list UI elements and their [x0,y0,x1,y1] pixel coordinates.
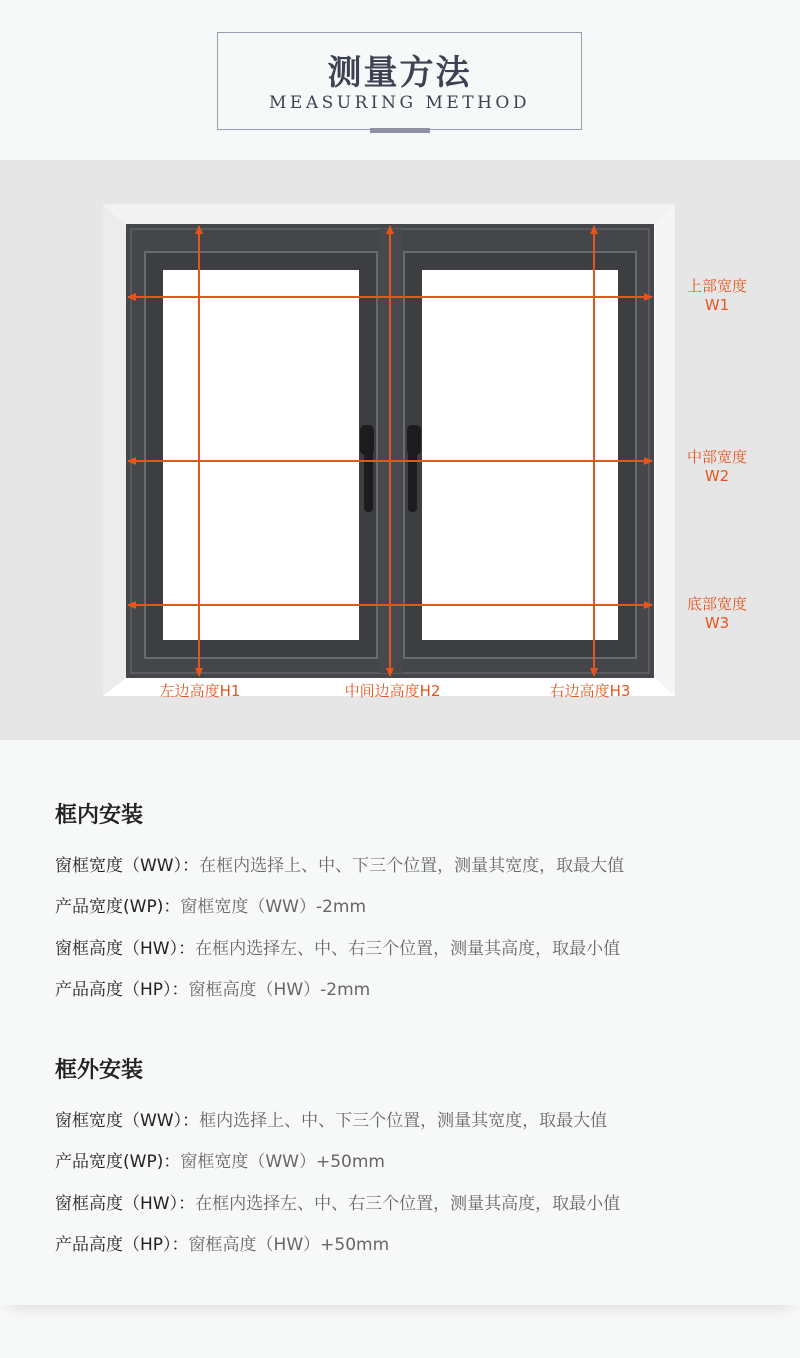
row-label: 产品高度（HP）： [55,1235,189,1255]
inside-row-window-width [55,851,624,876]
row-value: 窗框宽度（WW）+50mm [180,1152,385,1172]
row-value: 在框内选择上、中、下三个位置，测量其宽度，取最大值 [199,856,625,876]
row-label: 窗框高度（HW）： [55,939,196,959]
right-glass [422,270,618,640]
row-value: 窗框高度（HW）+50mm [188,1235,390,1255]
header-accent-bar [370,128,430,133]
width-label-w2-name: 中部宽度 [686,448,747,466]
inside-row-window-height [55,934,620,959]
left-glass [163,270,359,640]
inside-row-product-width [55,892,366,917]
instructions-panel [0,740,800,1305]
width-label-w3-code: W3 [704,614,730,632]
recess-left [103,204,126,696]
header-box [217,32,582,130]
row-label: 产品宽度(WP)： [55,897,181,917]
page-title: 测量方法 [327,53,472,93]
height-label-h2: 中间边高度H2 [344,682,441,700]
outside-row-window-height [55,1189,620,1214]
width-label-w2-code: W2 [704,467,730,485]
inside-row-product-height [55,975,370,1000]
outside-row-window-width [55,1106,607,1131]
recess-right [655,204,675,696]
row-label: 窗框高度（HW）： [55,1194,196,1214]
height-label-h3: 右边高度H3 [549,682,631,700]
section-title-inside-install: 框内安装 [55,803,144,828]
row-value: 窗框宽度（WW）-2mm [180,897,367,917]
row-label: 窗框宽度（WW）： [55,856,200,876]
row-value: 在框内选择左、中、右三个位置，测量其高度，取最小值 [195,939,621,959]
section-title-outside-install: 框外安装 [55,1058,144,1083]
width-label-w3-name: 底部宽度 [686,595,747,613]
window-diagram [0,160,800,740]
row-label: 产品高度（HP）： [55,980,189,1000]
row-value: 在框内选择左、中、右三个位置，测量其高度，取最小值 [195,1194,621,1214]
row-label: 产品宽度(WP)： [55,1152,181,1172]
width-label-w2 [676,446,758,485]
row-value: 框内选择上、中、下三个位置，测量其宽度，取最大值 [199,1111,608,1131]
outside-row-product-width [55,1147,385,1172]
width-label-w3 [676,593,758,632]
outside-row-product-height [55,1230,389,1255]
width-label-w1-name: 上部宽度 [686,277,747,295]
row-label: 窗框宽度（WW）： [55,1111,200,1131]
row-value: 窗框高度（HW）-2mm [188,980,371,1000]
page-subtitle: MEASURING METHOD [269,93,530,113]
width-label-w1-code: W1 [704,296,730,314]
width-label-w1 [676,275,758,314]
height-label-h1: 左边高度H1 [159,682,241,700]
recess-top [103,204,675,226]
